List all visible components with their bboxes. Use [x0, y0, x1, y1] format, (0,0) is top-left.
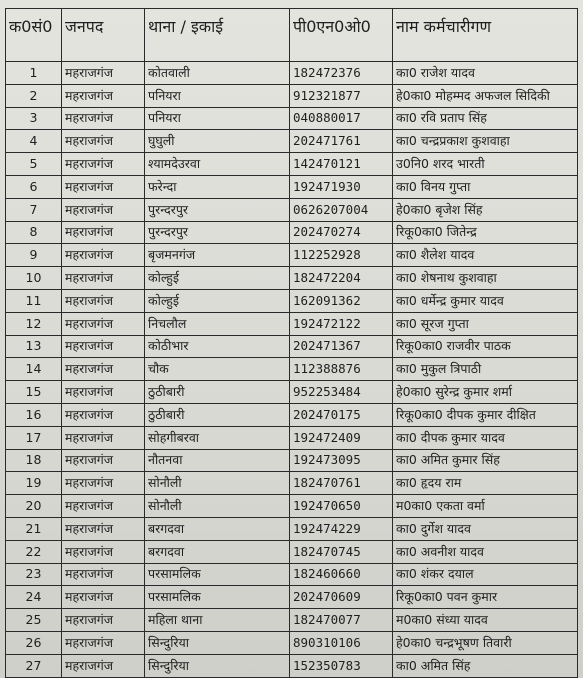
table-row: [6, 198, 578, 221]
cell-employee-name: का0 मुकुल त्रिपाठी: [393, 358, 578, 381]
table-row: [6, 654, 578, 677]
table-row: [6, 586, 578, 609]
cell-station: पुरन्दरपुर: [145, 221, 290, 244]
cell-station: निचलौल: [145, 312, 290, 335]
cell-district: महराजगंज: [62, 198, 145, 221]
cell-district: महराजगंज: [62, 426, 145, 449]
cell-serial-number: 5: [6, 153, 62, 176]
cell-district: महराजगंज: [62, 472, 145, 495]
table-row: [6, 289, 578, 312]
cell-pno: 0626207004: [290, 198, 393, 221]
table-row: [6, 335, 578, 358]
table-row: [6, 495, 578, 518]
cell-pno: 192472122: [290, 312, 393, 335]
cell-serial-number: 24: [6, 586, 62, 609]
cell-serial-number: 16: [6, 403, 62, 426]
cell-pno: 182472376: [290, 62, 393, 85]
cell-district: महराजगंज: [62, 312, 145, 335]
cell-pno: 912321877: [290, 84, 393, 107]
cell-employee-name: म0का0 एकता वर्मा: [393, 495, 578, 518]
cell-district: महराजगंज: [62, 175, 145, 198]
cell-employee-name: रिकू0का0 राजवीर पाठक: [393, 335, 578, 358]
cell-district: महराजगंज: [62, 586, 145, 609]
table-row: [6, 84, 578, 107]
cell-station: कोतवाली: [145, 62, 290, 85]
cell-station: सोनौली: [145, 495, 290, 518]
cell-station: सोनौली: [145, 472, 290, 495]
cell-serial-number: 6: [6, 175, 62, 198]
cell-serial-number: 1: [6, 62, 62, 85]
cell-serial-number: 19: [6, 472, 62, 495]
table-row: [6, 267, 578, 290]
cell-pno: 192472409: [290, 426, 393, 449]
table-row: [6, 403, 578, 426]
cell-district: महराजगंज: [62, 381, 145, 404]
table-row: [6, 153, 578, 176]
cell-serial-number: 13: [6, 335, 62, 358]
cell-employee-name: हे0का0 बृजेश सिंह: [393, 198, 578, 221]
table-body: [6, 62, 578, 678]
cell-district: महराजगंज: [62, 609, 145, 632]
cell-employee-name: का0 चन्द्रप्रकाश कुशवाहा: [393, 130, 578, 153]
cell-district: महराजगंज: [62, 631, 145, 654]
cell-station: घुघुली: [145, 130, 290, 153]
cell-pno: 162091362: [290, 289, 393, 312]
cell-employee-name: का0 शेषनाथ कुशवाहा: [393, 267, 578, 290]
cell-serial-number: 7: [6, 198, 62, 221]
cell-district: महराजगंज: [62, 563, 145, 586]
cell-district: महराजगंज: [62, 62, 145, 85]
table-row: [6, 62, 578, 85]
cell-pno: 890310106: [290, 631, 393, 654]
cell-pno: 202471761: [290, 130, 393, 153]
cell-station: पनियरा: [145, 84, 290, 107]
cell-station: कोल्हुई: [145, 267, 290, 290]
cell-serial-number: 17: [6, 426, 62, 449]
cell-station: परसामलिक: [145, 586, 290, 609]
cell-station: सिन्दुरिया: [145, 654, 290, 677]
cell-serial-number: 15: [6, 381, 62, 404]
cell-employee-name: का0 विनय गुप्ता: [393, 175, 578, 198]
cell-pno: 192471930: [290, 175, 393, 198]
cell-district: महराजगंज: [62, 84, 145, 107]
cell-employee-name: रिकू0का0 पवन कुमार: [393, 586, 578, 609]
cell-district: महराजगंज: [62, 335, 145, 358]
cell-serial-number: 11: [6, 289, 62, 312]
cell-employee-name: रिकू0का0 जितेन्द्र: [393, 221, 578, 244]
cell-employee-name: रिकू0का0 दीपक कुमार दीक्षित: [393, 403, 578, 426]
cell-employee-name: का0 सूरज गुप्ता: [393, 312, 578, 335]
cell-pno: 192474229: [290, 517, 393, 540]
cell-district: महराजगंज: [62, 449, 145, 472]
cell-employee-name: हे0का0 सुरेन्द्र कुमार शर्मा: [393, 381, 578, 404]
table-row: [6, 563, 578, 586]
cell-employee-name: का0 अमित कुमार सिंह: [393, 449, 578, 472]
header-district: जनपद: [62, 9, 145, 62]
cell-pno: 182470761: [290, 472, 393, 495]
table-row: [6, 312, 578, 335]
cell-station: ठुठीबारी: [145, 381, 290, 404]
header-station: थाना / इकाई: [145, 9, 290, 62]
cell-station: बरगदवा: [145, 540, 290, 563]
cell-employee-name: का0 अमित सिंह: [393, 654, 578, 677]
table-row: [6, 540, 578, 563]
cell-pno: 192470650: [290, 495, 393, 518]
cell-district: महराजगंज: [62, 221, 145, 244]
cell-serial-number: 20: [6, 495, 62, 518]
header-pno: पी0एन0ओ0: [290, 9, 393, 62]
table-row: [6, 221, 578, 244]
header-serial-number: क0सं0: [6, 9, 62, 62]
cell-serial-number: 25: [6, 609, 62, 632]
cell-employee-name: का0 शैलेश यादव: [393, 244, 578, 267]
cell-serial-number: 22: [6, 540, 62, 563]
cell-station: पुरन्दरपुर: [145, 198, 290, 221]
cell-serial-number: 10: [6, 267, 62, 290]
cell-station: नौतनवा: [145, 449, 290, 472]
table-row: [6, 517, 578, 540]
personnel-table: [5, 8, 578, 678]
table-row: [6, 130, 578, 153]
cell-pno: 112388876: [290, 358, 393, 381]
cell-employee-name: का0 अवनीश यादव: [393, 540, 578, 563]
cell-serial-number: 2: [6, 84, 62, 107]
cell-pno: 182470077: [290, 609, 393, 632]
cell-employee-name: का0 दीपक कुमार यादव: [393, 426, 578, 449]
table-header-row: [6, 9, 578, 62]
cell-pno: 152350783: [290, 654, 393, 677]
cell-station: सोहगीबरवा: [145, 426, 290, 449]
cell-pno: 182460660: [290, 563, 393, 586]
cell-district: महराजगंज: [62, 289, 145, 312]
cell-station: श्यामदेउरवा: [145, 153, 290, 176]
cell-pno: 192473095: [290, 449, 393, 472]
cell-employee-name: का0 हृदय राम: [393, 472, 578, 495]
table-row: [6, 449, 578, 472]
cell-station: ठुठीबारी: [145, 403, 290, 426]
cell-station: महिला थाना: [145, 609, 290, 632]
cell-serial-number: 14: [6, 358, 62, 381]
cell-station: चौक: [145, 358, 290, 381]
cell-employee-name: का0 रवि प्रताप सिंह: [393, 107, 578, 130]
cell-district: महराजगंज: [62, 517, 145, 540]
header-employee-name: नाम कर्मचारीगण: [393, 9, 578, 62]
cell-station: फरेन्दा: [145, 175, 290, 198]
cell-pno: 202470609: [290, 586, 393, 609]
cell-station: पनियरा: [145, 107, 290, 130]
cell-district: महराजगंज: [62, 130, 145, 153]
cell-employee-name: का0 शंकर दयाल: [393, 563, 578, 586]
table-row: [6, 381, 578, 404]
cell-station: सिन्दुरिया: [145, 631, 290, 654]
cell-district: महराजगंज: [62, 107, 145, 130]
cell-pno: 182472204: [290, 267, 393, 290]
cell-pno: 202470274: [290, 221, 393, 244]
table-row: [6, 609, 578, 632]
cell-employee-name: का0 धर्मेन्द्र कुमार यादव: [393, 289, 578, 312]
cell-station: बृजमनगंज: [145, 244, 290, 267]
cell-pno: 040880017: [290, 107, 393, 130]
cell-employee-name: का0 राजेश यादव: [393, 62, 578, 85]
cell-district: महराजगंज: [62, 540, 145, 563]
cell-station: कोल्हुई: [145, 289, 290, 312]
table-row: [6, 175, 578, 198]
cell-serial-number: 26: [6, 631, 62, 654]
cell-pno: 112252928: [290, 244, 393, 267]
cell-district: महराजगंज: [62, 153, 145, 176]
cell-district: महराजगंज: [62, 267, 145, 290]
cell-pno: 202471367: [290, 335, 393, 358]
cell-serial-number: 27: [6, 654, 62, 677]
table-row: [6, 631, 578, 654]
cell-employee-name: उ0नि0 शरद भारती: [393, 153, 578, 176]
cell-serial-number: 23: [6, 563, 62, 586]
cell-employee-name: म0का0 संध्या यादव: [393, 609, 578, 632]
cell-pno: 182470745: [290, 540, 393, 563]
table-row: [6, 107, 578, 130]
cell-employee-name: का0 दुर्गेश यादव: [393, 517, 578, 540]
table-row: [6, 358, 578, 381]
cell-district: महराजगंज: [62, 495, 145, 518]
table-row: [6, 472, 578, 495]
cell-station: बरगदवा: [145, 517, 290, 540]
cell-employee-name: हे0का0 चन्द्रभूषण तिवारी: [393, 631, 578, 654]
cell-serial-number: 21: [6, 517, 62, 540]
cell-pno: 202470175: [290, 403, 393, 426]
cell-district: महराजगंज: [62, 244, 145, 267]
cell-station: कोठीभार: [145, 335, 290, 358]
cell-district: महराजगंज: [62, 358, 145, 381]
table-row: [6, 244, 578, 267]
cell-employee-name: हे0का0 मोहम्मद अफजल सिदिकी: [393, 84, 578, 107]
cell-serial-number: 4: [6, 130, 62, 153]
cell-station: परसामलिक: [145, 563, 290, 586]
cell-serial-number: 18: [6, 449, 62, 472]
cell-serial-number: 12: [6, 312, 62, 335]
cell-serial-number: 3: [6, 107, 62, 130]
cell-serial-number: 8: [6, 221, 62, 244]
cell-serial-number: 9: [6, 244, 62, 267]
cell-district: महराजगंज: [62, 403, 145, 426]
cell-district: महराजगंज: [62, 654, 145, 677]
cell-pno: 952253484: [290, 381, 393, 404]
cell-pno: 142470121: [290, 153, 393, 176]
table-row: [6, 426, 578, 449]
